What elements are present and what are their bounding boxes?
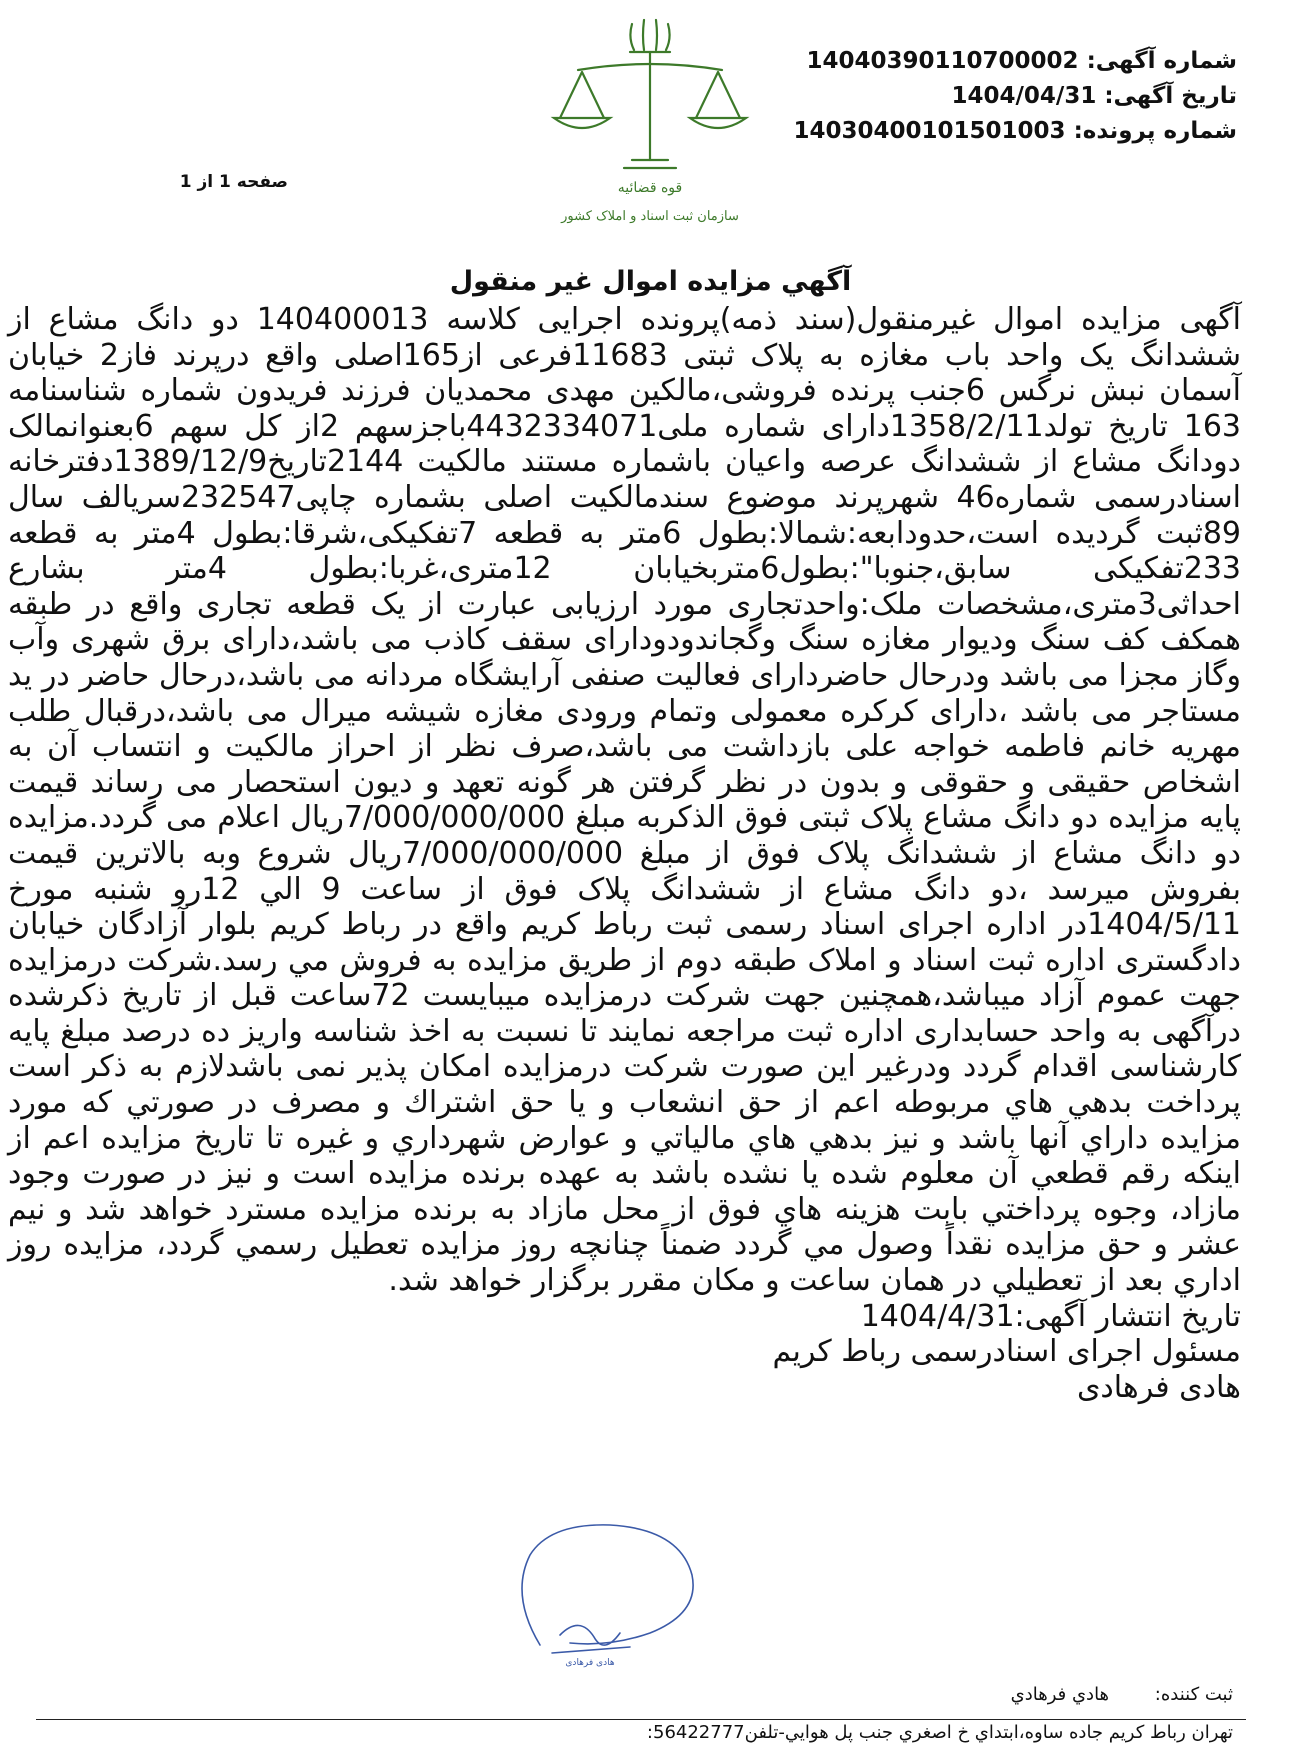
document-title: آگهي مزايده اموال غير منقول <box>449 266 852 297</box>
footer-address: تهران رباط كريم جاده ساوه،ابتداي خ اصغري جنب پل هوايي-تلفن56422777: <box>646 1722 1233 1743</box>
case-number: 14030400101501003 <box>793 118 1066 144</box>
signature-text: هادی فرهادی <box>565 1658 615 1668</box>
notice-date-label: تاریخ آگهی: <box>1104 83 1237 109</box>
notice-paragraph: آگهی مزایده اموال غیرمنقول(سند ذمه)پرونده اجرایی کلاسه 140400013 دو دانگ مشاع از ششدانگ یک واحد باب مغازه به پلاک ثبتی 11683فرعی از165اصلی واقع درپرند فاز2 خیابان آسمان نبش نرگس 6جنب پرنده فروشی،مالکین مهدی محمدیان فرزند فریدون شماره شناسنامه 163 تاریخ تولد1358/2/11دارای شماره ملی4432334071باجزسهم 2از کل سهم 6بعنوانمالک دودانگ مشاع از ششدانگ عرصه واعیان باشماره مستند مالکیت 2144تاریخ1389/12/9دفترخانه اسنادرسمی شماره46 شهرپرند موضوع سندمالکیت اصلی بشماره چاپی232547سریالف سال 89ثبت گردیده است،حدودابعه:شمالا:بطول 6متر به قطعه 7تفکیکی،شرقا:بطول 4متر به قطعه 233تفکیکی سابق،جنوبا":بطول6متربخیابان 12متری،غربا:بطول 4متر بشارع احداثی3متری،مشخصات ملک:واحدتجاری مورد ارزیابی عبارت از یک قطعه تجاری واقع در طبقه همکف کف سنگ ودیوار مغازه سنگ وگجاندودودارای سقف کاذب می باشد،دارای برق شهری وآب وگاز مجزا می باشد ودرحال حاضردارای فعالیت صنفی آرایشگاه مردانه می باشد،درحال حاضر در ید مستاجر می باشد ،دارای کرکره معمولی وتمام ورودی مغازه شیشه میرال می باشد،درقبال طلب مهریه خانم فاطمه خواجه علی بازداشت می باشد،صرف نظر از احراز مالکیت و انتساب آن به اشخاص حقیقی و حقوقی و بدون در نظر گرفتن هر گونه تعهد و دیون استحصار می رساند قیمت پایه مزایده دو دانگ مشاع پلاک ثبتی فوق الذکربه مبلغ 7/000/000/000ریال اعلام می گردد.مزایده دو دانگ مشاع از ششدانگ پلاک فوق از مبلغ 7/000/000/000ریال شروع وبه بالاترین قیمت بفروش میرسد ،دو دانگ مشاع از ششدانگ پلاک فوق از ساعت 9 الي 12رو شنبه مورخ 1404/5/11در اداره اجرای اسناد رسمی ثبت رباط کریم واقع در رباط کریم بلوار آزادگان خیابان دادگستری اداره ثبت اسناد و املاک طبقه دوم از طریق مزایده به فروش مي رسد.شرکت درمزایده جهت عموم آزاد میباشد،همچنین جهت شرکت درمزایده میبایست 72ساعت قبل از تاریخ ذکرشده درآگهی به واحد حسابداری اداره ثبت مراجعه نمایند تا نسبت به اخذ شناسه واریز ده درصد مبلغ پایه کارشناسی اقدام گردد ودرغیر این صورت شرکت درمزایده امکان پذیر نمی باشدلازم به ذکر است پرداخت بدهي هاي مربوطه اعم از حق انشعاب و يا حق اشتراك و مصرف در صورتي كه مورد مزايده داراي آنها باشد و نيز بدهي هاي مالياتي و عوارض شهرداري و غيره تا تاريخ مزايده اعم از اينكه رقم قطعي آن معلوم شده يا نشده باشد به عهده برنده مزايده است و نيز در صورت وجود مازاد، وجوه پرداختي بابت هزينه هاي فوق از محل مازاد به برنده مزايده مسترد خواهد شد و نيم عشر و حق مزايده نقداً وصول مي گردد ضمناً چنانچه روز مزايده تعطيل رسمي گردد، مزايده روز اداري بعد از تعطيلي در همان ساعت و مكان مقرر برگزار خواهد شد. <box>8 302 1242 1299</box>
case-number-label: شماره پرونده: <box>1073 118 1237 144</box>
notice-number-label: شماره آگهی: <box>1086 48 1237 74</box>
recorder-name: هادي فرهادي <box>1010 1684 1110 1705</box>
publish-date-line: تاریخ انتشار آگهی:1404/4/31 <box>860 1298 1241 1334</box>
notice-body <box>8 302 1241 1405</box>
notice-meta <box>777 44 1237 149</box>
notice-number-row <box>777 44 1237 79</box>
recorder-label: ثبت کننده: <box>1154 1684 1233 1705</box>
judiciary-emblem <box>520 10 780 235</box>
signature <box>470 1515 730 1675</box>
notice-date: 1404/04/31 <box>951 83 1097 109</box>
recorder-row <box>1011 1684 1233 1705</box>
scales-of-justice-icon <box>520 10 780 235</box>
official-title: مسئول اجرای اسنادرسمی رباط کریم <box>772 1334 1241 1370</box>
footer-divider <box>36 1719 1246 1720</box>
signature-scribble-icon <box>470 1515 730 1675</box>
notice-date-row <box>777 79 1237 114</box>
emblem-caption-2: سازمان ثبت اسناد و املاک کشور <box>561 209 739 224</box>
notice-number: 14040390110700002 <box>806 48 1079 74</box>
page-indicator: صفحه 1 از 1 <box>179 172 288 192</box>
official-name: هادی فرهادی <box>1076 1369 1241 1405</box>
case-number-row <box>777 114 1237 149</box>
emblem-caption-1: قوه قضائیه <box>617 180 683 196</box>
